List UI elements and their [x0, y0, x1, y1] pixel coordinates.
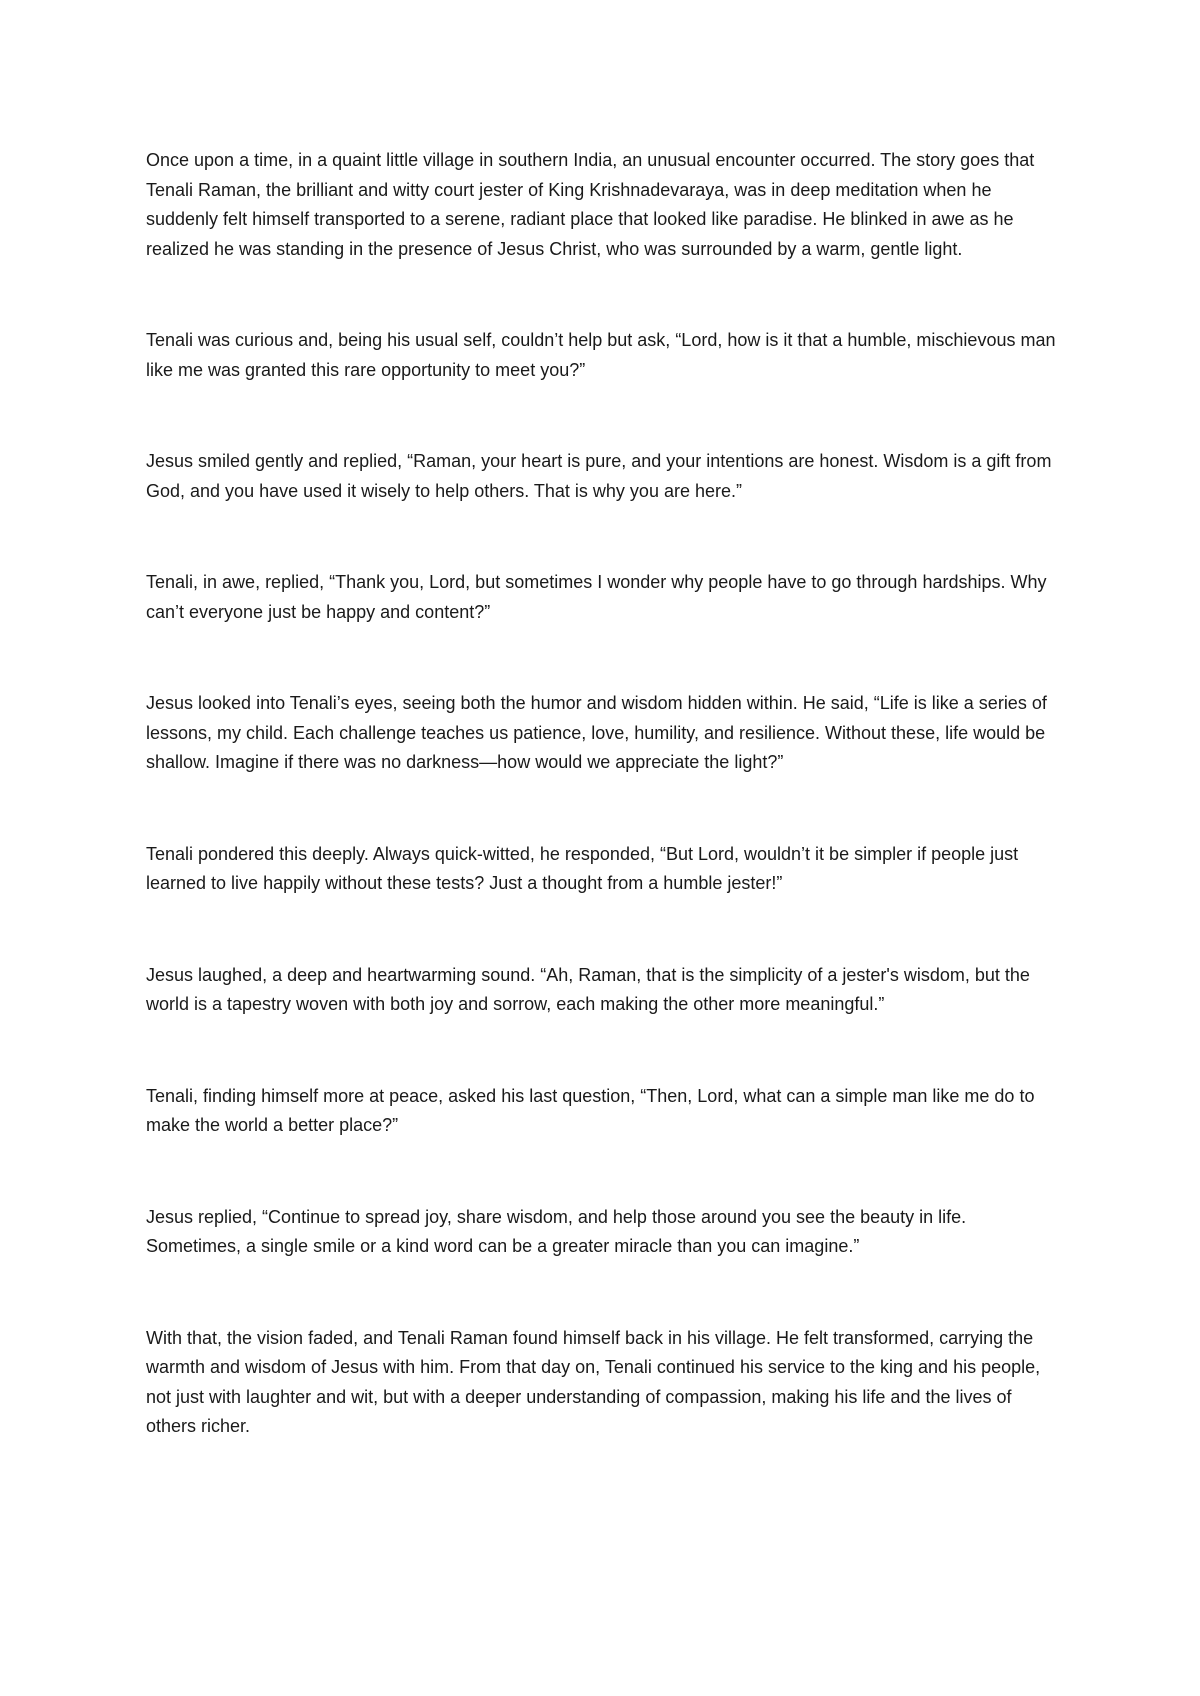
paragraph-4: Tenali, in awe, replied, “Thank you, Lord, but sometimes I wonder why people have to go through hardships. Why can’t everyone just be happy and content?” — [146, 572, 1047, 622]
paragraph-10: With that, the vision faded, and Tenali Raman found himself back in his village. He felt transformed, carrying the warmth and wisdom of Jesus with him. From that day on, Tenali continued his service to the king and his people, not just with laughter and wit, but with a deeper understanding of compassion, making his life and the lives of others richer. — [146, 1327, 1041, 1436]
paragraph-9: Jesus replied, “Continue to spread joy, share wisdom, and help those around you see the beauty in life. Sometimes, a single smile or a kind word can be a greater miracle than you can imagine.” — [146, 1206, 967, 1256]
paragraph-5: Jesus looked into Tenali’s eyes, seeing both the humor and wisdom hidden within. He said, “Life is like a series of lessons, my child. Each challenge teaches us patience, love, humility, and resilience. Without these, life would be shallow. Imagine if there was no darkness—how would we appreciate the light?” — [146, 693, 1047, 772]
paragraph-1: Once upon a time, in a quaint little village in southern India, an unusual encounter occurred. The story goes that Tenali Raman, the brilliant and witty court jester of King Krishnadevaraya, was in deep meditation when he suddenly felt himself transported to a serene, radiant place that looked like paradise. He blinked in awe as he realized he was standing in the presence of Jesus Christ, who was surrounded by a warm, gentle light. — [146, 150, 1035, 259]
paragraph-8: Tenali, finding himself more at peace, asked his last question, “Then, Lord, what can a simple man like me do to make the world a better place?” — [146, 1085, 1035, 1135]
paragraph-3: Jesus smiled gently and replied, “Raman, your heart is pure, and your intentions are honest. Wisdom is a gift from God, and you have used it wisely to help others. That is why you are here.” — [146, 451, 1052, 501]
paragraph-2: Tenali was curious and, being his usual self, couldn’t help but ask, “Lord, how is it that a humble, mischievous man like me was granted this rare opportunity to meet you?” — [146, 330, 1056, 380]
paragraph-6: Tenali pondered this deeply. Always quick-witted, he responded, “But Lord, wouldn’t it be simpler if people just learned to live happily without these tests? Just a thought from a humble jester!” — [146, 843, 1019, 893]
paragraph-7: Jesus laughed, a deep and heartwarming sound. “Ah, Raman, that is the simplicity of a jester's wisdom, but the world is a tapestry woven with both joy and sorrow, each making the other more meaningful.” — [146, 964, 1030, 1014]
story-body — [146, 146, 1066, 1504]
